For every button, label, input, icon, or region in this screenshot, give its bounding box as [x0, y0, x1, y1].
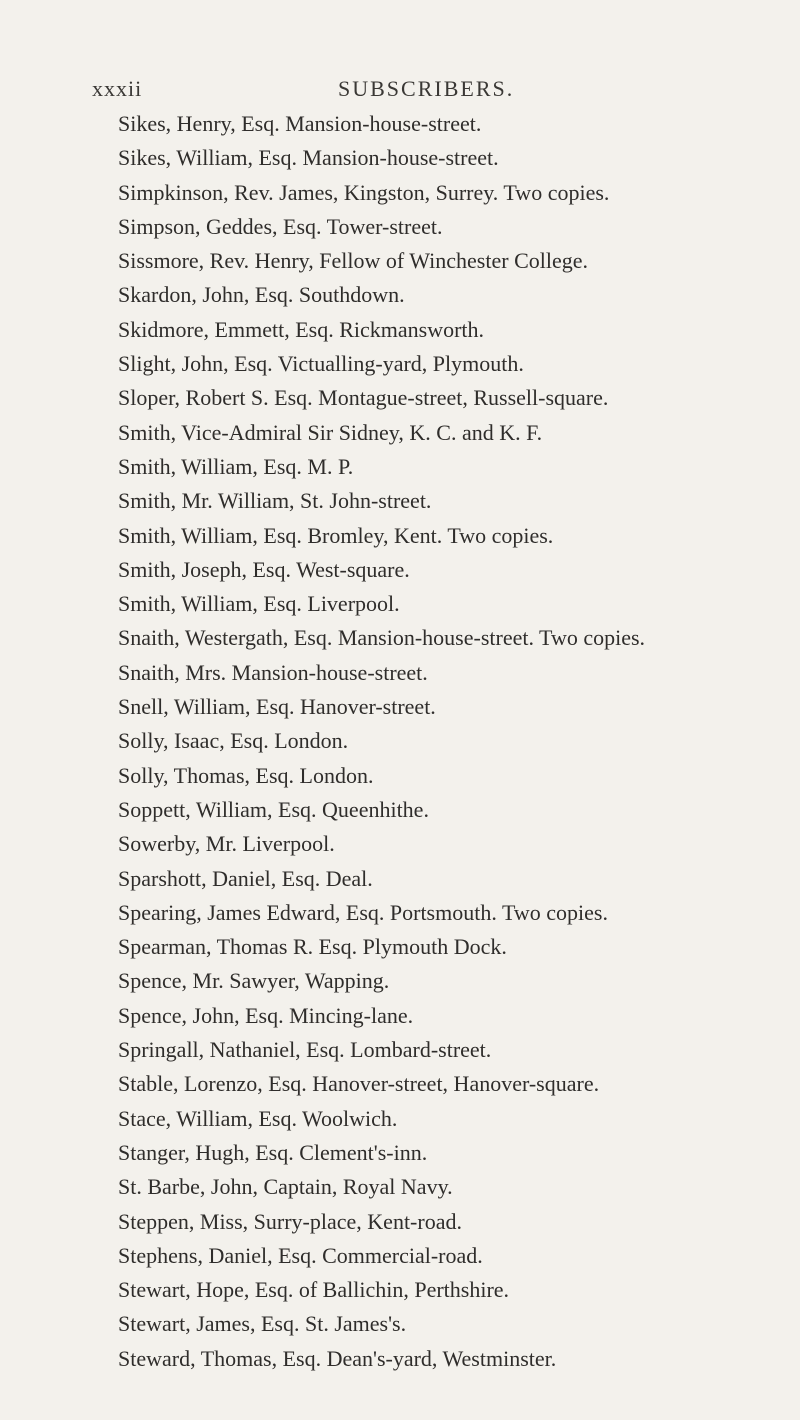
- subscriber-entry: Sissmore, Rev. Henry, Fellow of Winchester College.: [118, 248, 588, 274]
- subscriber-entry: Spence, Mr. Sawyer, Wapping.: [118, 968, 390, 994]
- section-title: SUBSCRIBERS.: [338, 76, 515, 101]
- subscriber-entry: Sikes, William, Esq. Mansion-house-street.: [118, 145, 499, 171]
- subscriber-entry: Smith, Joseph, Esq. West-square.: [118, 556, 410, 582]
- subscriber-entry: Smith, William, Esq. Liverpool.: [118, 591, 400, 617]
- subscriber-entry: Snaith, Westergath, Esq. Mansion-house-street. Two copies.: [118, 625, 646, 651]
- subscriber-list: [118, 107, 788, 1376]
- subscriber-entry: Spearman, Thomas R. Esq. Plymouth Dock.: [118, 934, 507, 960]
- subscriber-entry: Solly, Thomas, Esq. London.: [118, 762, 374, 788]
- subscriber-entry: Snaith, Mrs. Mansion-house-street.: [118, 659, 428, 685]
- subscriber-entry: Simpson, Geddes, Esq. Tower-street.: [118, 213, 443, 239]
- subscriber-entry: Sparshott, Daniel, Esq. Deal.: [118, 865, 373, 891]
- subscriber-entry: Sloper, Robert S. Esq. Montague-street, Russell-square.: [118, 385, 609, 411]
- subscriber-entry: Smith, Vice-Admiral Sir Sidney, K. C. and K. F.: [118, 419, 543, 445]
- subscriber-entry: Soppett, William, Esq. Queenhithe.: [118, 796, 429, 822]
- subscriber-entry: Steward, Thomas, Esq. Dean's-yard, Westminster.: [118, 1345, 557, 1371]
- subscriber-entry: Stewart, James, Esq. St. James's.: [118, 1311, 407, 1337]
- subscriber-entry: Smith, Mr. William, St. John-street.: [118, 488, 432, 514]
- subscriber-entry: Stewart, Hope, Esq. of Ballichin, Perthshire.: [118, 1277, 510, 1303]
- subscriber-entry: Solly, Isaac, Esq. London.: [118, 728, 349, 754]
- subscriber-entry: Spence, John, Esq. Mincing-lane.: [118, 1002, 414, 1028]
- subscriber-entry: Steppen, Miss, Surry-place, Kent-road.: [118, 1208, 462, 1234]
- subscriber-entry: Stace, William, Esq. Woolwich.: [118, 1105, 398, 1131]
- subscriber-entry: Stable, Lorenzo, Esq. Hanover-street, Hanover-square.: [118, 1071, 600, 1097]
- subscriber-entry: Smith, William, Esq. Bromley, Kent. Two copies.: [118, 522, 554, 548]
- subscriber-entry: Snell, William, Esq. Hanover-street.: [118, 694, 436, 720]
- subscriber-entry: St. Barbe, John, Captain, Royal Navy.: [118, 1174, 453, 1200]
- subscriber-entry: Skardon, John, Esq. Southdown.: [118, 282, 405, 308]
- subscriber-entry: Sikes, Henry, Esq. Mansion-house-street.: [118, 111, 482, 136]
- subscriber-entry: Springall, Nathaniel, Esq. Lombard-street.: [118, 1037, 492, 1063]
- subscriber-entry: Stanger, Hugh, Esq. Clement's-inn.: [118, 1139, 428, 1165]
- page-number: xxxii: [92, 76, 143, 101]
- running-head: [92, 76, 752, 106]
- subscriber-entry: Slight, John, Esq. Victualling-yard, Plymouth.: [118, 351, 524, 377]
- subscriber-entry: Skidmore, Emmett, Esq. Rickmansworth.: [118, 316, 485, 342]
- subscriber-entry: Spearing, James Edward, Esq. Portsmouth. Two copies.: [118, 899, 608, 925]
- subscriber-entry: Sowerby, Mr. Liverpool.: [118, 831, 335, 857]
- subscriber-entry: Stephens, Daniel, Esq. Commercial-road.: [118, 1242, 483, 1268]
- subscriber-entry: Simpkinson, Rev. James, Kingston, Surrey. Two copies.: [118, 179, 610, 205]
- subscriber-entry: Smith, William, Esq. M. P.: [118, 453, 354, 479]
